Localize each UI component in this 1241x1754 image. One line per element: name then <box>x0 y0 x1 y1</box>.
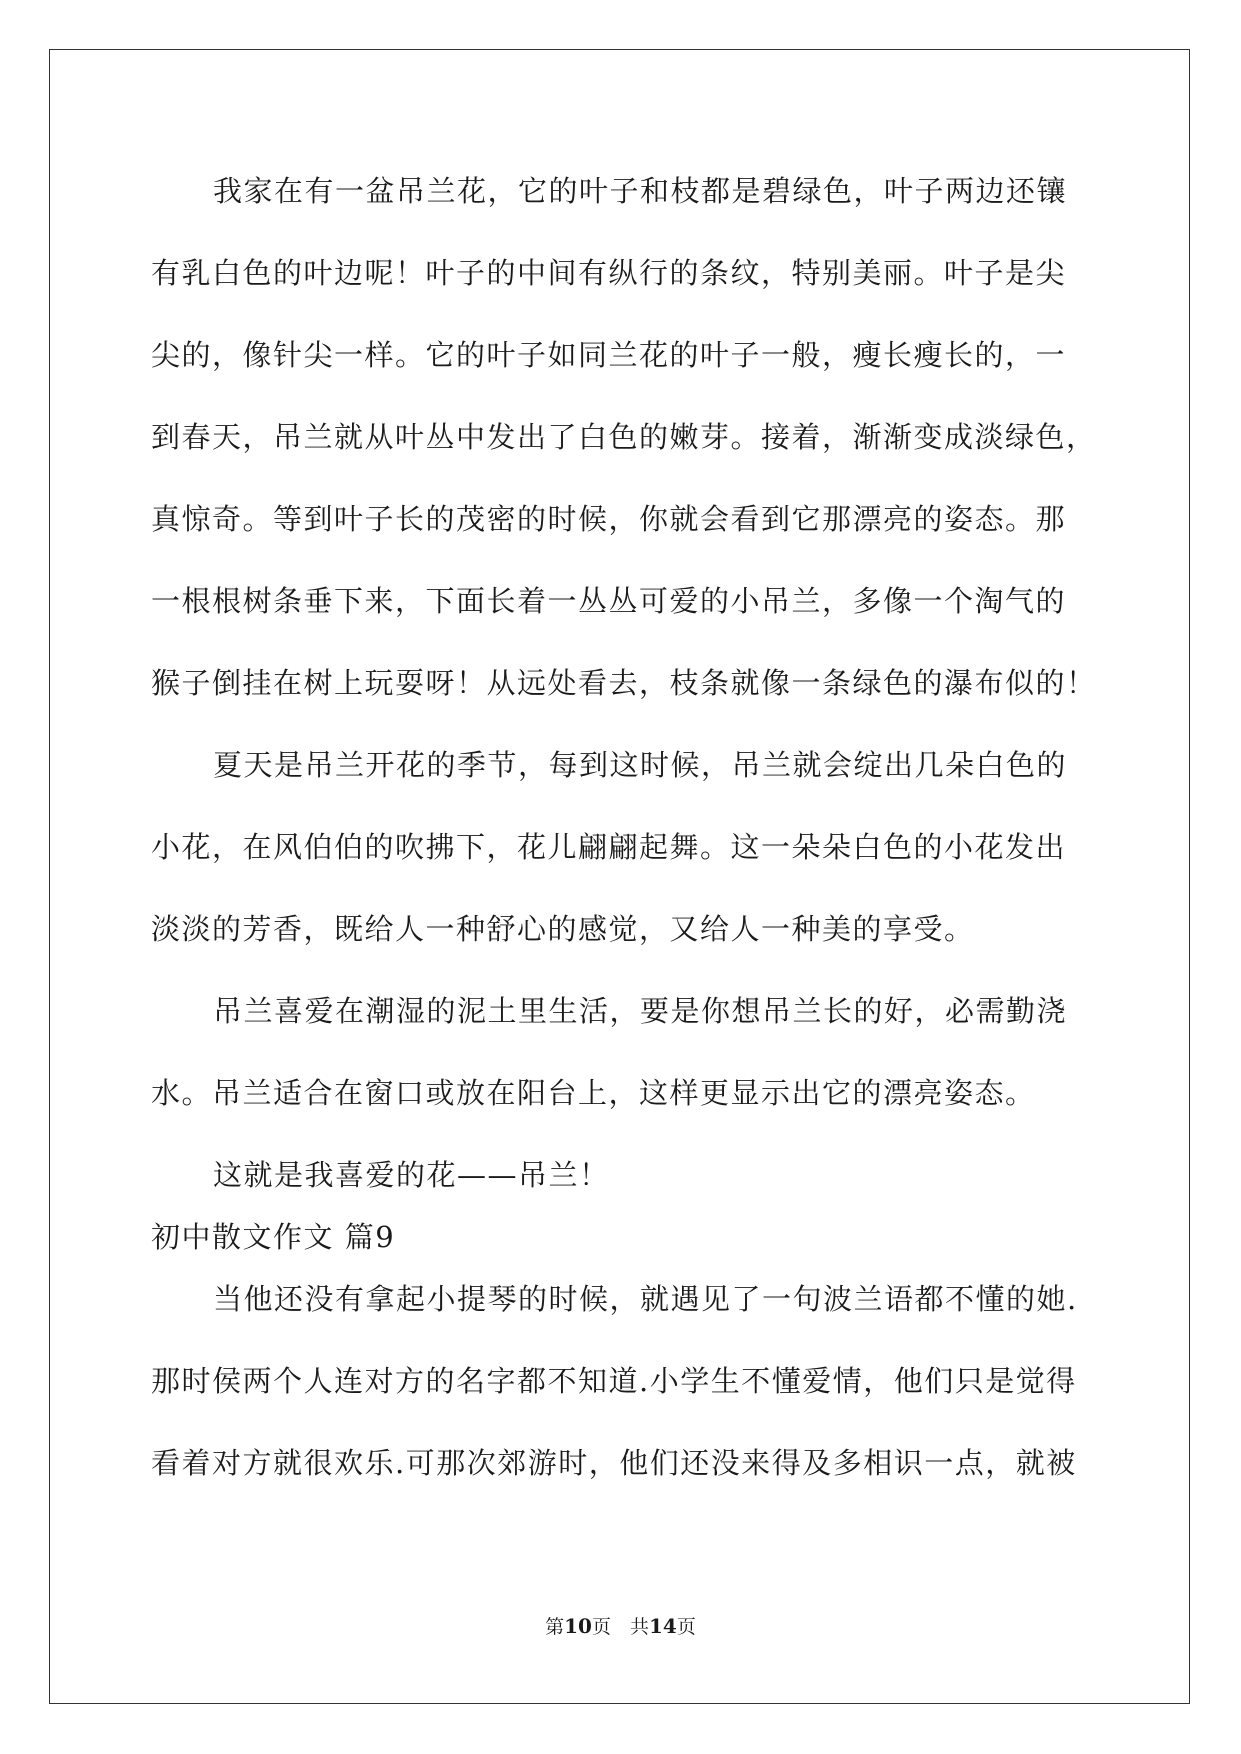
footer-prefix: 第 <box>545 1616 565 1638</box>
text-line: 夏天是吊兰开花的季节，每到这时候，吊兰就会绽出几朵白色的 <box>213 748 1068 782</box>
footer-suffix: 页 <box>676 1616 696 1638</box>
text-line: 到春天，吊兰就从叶丛中发出了白色的嫩芽。接着，渐渐变成淡绿色， <box>151 420 1097 454</box>
text-line: 我家在有一盆吊兰花，它的叶子和枝都是碧绿色，叶子两边还镶 <box>213 174 1068 208</box>
page-footer <box>0 1612 1241 1639</box>
text-line: 那时侯两个人连对方的名字都不知道.小学生不懂爱情，他们只是觉得 <box>151 1364 1077 1398</box>
total-page-number: 14 <box>649 1614 677 1638</box>
text-line: 真惊奇。等到叶子长的茂密的时候，你就会看到它那漂亮的姿态。那 <box>151 502 1067 536</box>
text-line: 水。吊兰适合在窗口或放在阳台上，这样更显示出它的漂亮姿态。 <box>151 1076 1036 1110</box>
text-line: 有乳白色的叶边呢！叶子的中间有纵行的条纹，特别美丽。叶子是尖 <box>151 256 1067 290</box>
text-line: 当他还没有拿起小提琴的时候，就遇见了一句波兰语都不懂的她. <box>213 1282 1078 1316</box>
footer-mid: 页 共 <box>591 1616 649 1638</box>
section-heading: 初中散文作文 篇9 <box>151 1220 396 1254</box>
paragraph-block-1 <box>151 160 1097 1206</box>
document-body <box>151 160 1097 1514</box>
paragraph-block-2 <box>151 1268 1086 1514</box>
text-line: 一根根树条垂下来，下面长着一丛丛可爱的小吊兰，多像一个淘气的 <box>151 584 1067 618</box>
text-line: 淡淡的芳香，既给人一种舒心的感觉，又给人一种美的享受。 <box>151 912 975 946</box>
text-line: 看着对方就很欢乐.可那次郊游时，他们还没来得及多相识一点，就被 <box>151 1446 1077 1480</box>
text-line: 猴子倒挂在树上玩耍呀！从远处看去，枝条就像一条绿色的瀑布似的！ <box>151 666 1097 700</box>
current-page-number: 10 <box>564 1614 592 1638</box>
text-line: 这就是我喜爱的花——吊兰！ <box>213 1158 610 1192</box>
text-line: 小花，在风伯伯的吹拂下，花儿翩翩起舞。这一朵朵白色的小花发出 <box>151 830 1067 864</box>
text-line: 尖的，像针尖一样。它的叶子如同兰花的叶子一般，瘦长瘦长的，一 <box>151 338 1067 372</box>
text-line: 吊兰喜爱在潮湿的泥土里生活，要是你想吊兰长的好，必需勤浇 <box>213 994 1068 1028</box>
